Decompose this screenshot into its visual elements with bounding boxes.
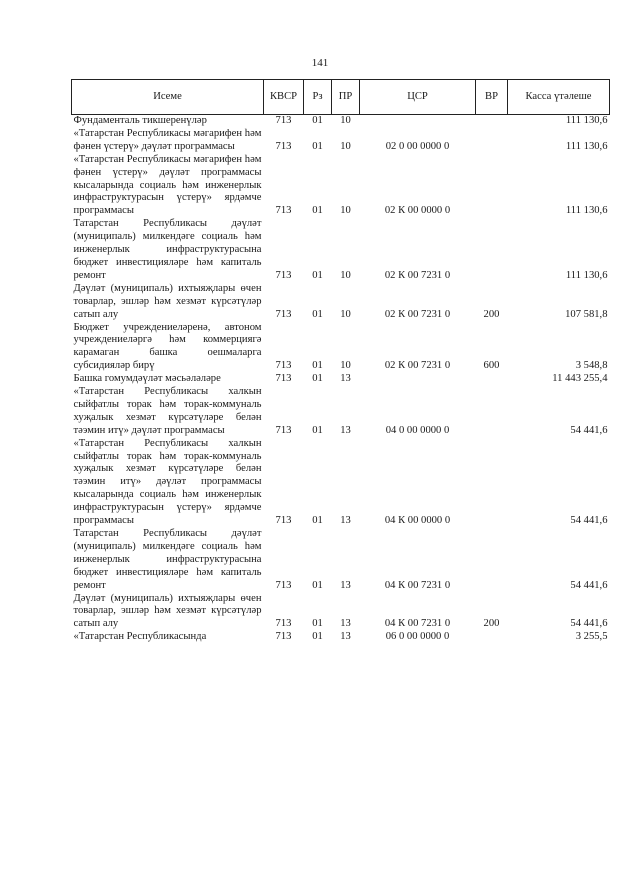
header-kvsr: КВСР bbox=[264, 80, 304, 115]
cell-kassa: 111 130,6 bbox=[565, 115, 608, 126]
cell-rz: 01 bbox=[312, 360, 323, 372]
table-row bbox=[72, 283, 610, 322]
cell-csr: 02 0 00 0000 0 bbox=[385, 140, 450, 152]
table-row bbox=[72, 373, 610, 386]
cell-pr: 10 bbox=[340, 360, 351, 372]
cell-kvsr: 713 bbox=[275, 205, 292, 217]
cell-kassa: 111 130,6 bbox=[565, 205, 608, 217]
table-row bbox=[72, 154, 610, 219]
cell-vr bbox=[476, 373, 508, 386]
header-name: Исеме bbox=[72, 80, 264, 115]
cell-pr: 10 bbox=[340, 269, 351, 281]
cell-kvsr: 713 bbox=[275, 373, 292, 385]
cell-csr: 04 К 00 7231 0 bbox=[384, 579, 451, 591]
cell-kassa: 3 548,8 bbox=[575, 360, 608, 372]
cell-rz: 01 bbox=[312, 115, 323, 126]
cell-pr: 10 bbox=[340, 140, 351, 152]
cell-name: «Татарстан Республикасы халкын сыйфатлы торак һәм торак-коммуналь хуҗалык хезмәт күрсәтүләре белән тәэмин итү» дәүләт программасы bbox=[73, 386, 262, 436]
cell-pr: 13 bbox=[340, 373, 351, 385]
cell-name: Башка гомумдәүләт мәсьәләләре bbox=[73, 373, 221, 385]
cell-kvsr: 713 bbox=[275, 631, 292, 643]
table-row bbox=[72, 631, 610, 644]
cell-csr: 04 К 00 7231 0 bbox=[384, 618, 451, 630]
cell-pr: 10 bbox=[340, 205, 351, 217]
table-row bbox=[72, 438, 610, 528]
cell-kassa: 107 581,8 bbox=[565, 308, 608, 320]
cell-kvsr: 713 bbox=[275, 579, 292, 591]
cell-vr: 600 bbox=[483, 360, 500, 372]
cell-rz: 01 bbox=[312, 618, 323, 630]
cell-pr: 13 bbox=[340, 424, 351, 436]
header-kassa: Касса үтәлеше bbox=[508, 80, 610, 115]
cell-csr: 02 К 00 0000 0 bbox=[384, 205, 451, 217]
cell-kassa: 3 255,5 bbox=[575, 631, 608, 643]
cell-kvsr: 713 bbox=[275, 140, 292, 152]
cell-vr bbox=[476, 631, 508, 644]
cell-csr: 06 0 00 0000 0 bbox=[385, 631, 450, 643]
cell-pr: 13 bbox=[340, 618, 351, 630]
cell-name: «Татарстан Республикасы халкын сыйфатлы торак һәм торак-коммуналь хуҗалык хезмәт күрсәтүләре белән тәэмин итү» дәүләт программасы кысаларында социаль һәм инженерлык инфраструктурасын үстерү» ярдәмче программасы bbox=[73, 437, 262, 527]
cell-kassa: 54 441,6 bbox=[570, 424, 608, 436]
cell-kassa: 54 441,6 bbox=[570, 515, 608, 527]
cell-name: Татарстан Республикасы дәүләт (муниципаль) милкендәге социаль һәм инженерлык инфраструктурасына бюджет инвестицияләре һәм капиталь ремонт bbox=[73, 218, 262, 281]
header-vr: ВР bbox=[476, 80, 508, 115]
cell-vr bbox=[476, 218, 508, 283]
cell-name: Бюджет учреждениеләренә, автоном учреждениеләргә һәм коммерциягә карамаган башка оешмаларга субсидияләр бирү bbox=[73, 321, 262, 372]
cell-csr: 02 К 00 7231 0 bbox=[384, 308, 451, 320]
budget-table bbox=[71, 79, 610, 644]
cell-pr: 10 bbox=[340, 115, 351, 126]
cell-rz: 01 bbox=[312, 308, 323, 320]
cell-rz: 01 bbox=[312, 424, 323, 436]
cell-vr bbox=[476, 154, 508, 219]
cell-vr: 200 bbox=[483, 308, 500, 320]
header-pr: ПР bbox=[332, 80, 360, 115]
cell-name: Дәүләт (муниципаль) ихтыяҗлары өчен товарлар, эшләр һәм хезмәт күрсәтүләр сатып алу bbox=[73, 282, 262, 320]
header-csr: ЦСР bbox=[360, 80, 476, 115]
cell-csr bbox=[360, 373, 476, 386]
table-row bbox=[72, 528, 610, 593]
cell-csr bbox=[360, 115, 476, 128]
table-row bbox=[72, 218, 610, 283]
cell-kassa: 111 130,6 bbox=[565, 140, 608, 152]
table-row bbox=[72, 386, 610, 438]
page-number: 141 bbox=[311, 57, 329, 69]
cell-vr bbox=[476, 128, 508, 154]
table-row bbox=[72, 593, 610, 632]
header-rz: Рз bbox=[304, 80, 332, 115]
cell-kvsr: 713 bbox=[275, 360, 292, 372]
cell-csr: 02 К 00 7231 0 bbox=[384, 269, 451, 281]
cell-vr bbox=[476, 386, 508, 438]
cell-name: Татарстан Республикасы дәүләт (муниципаль) милкендәге социаль һәм инженерлык инфраструктурасына бюджет инвестицияләре һәм капиталь ремонт bbox=[73, 528, 262, 591]
table-row bbox=[72, 128, 610, 154]
cell-kvsr: 713 bbox=[275, 515, 292, 527]
cell-kassa: 54 441,6 bbox=[570, 579, 608, 591]
cell-vr bbox=[476, 115, 508, 128]
cell-csr: 02 К 00 7231 0 bbox=[384, 360, 451, 372]
cell-kassa: 11 443 255,4 bbox=[552, 373, 608, 385]
cell-rz: 01 bbox=[312, 515, 323, 527]
cell-name: «Татарстан Республикасы мәгарифен һәм фәнен үстерү» дәүләт программасы bbox=[73, 127, 262, 152]
cell-name: Фундаменталь тикшеренүләр bbox=[73, 115, 207, 126]
cell-kvsr: 713 bbox=[275, 618, 292, 630]
cell-kvsr: 713 bbox=[275, 424, 292, 436]
cell-name: «Татарстан Республикасы мәгарифен һәм фәнен үстерү» дәүләт программасы кысаларында социаль һәм инженерлык инфраструктурасын үстерү» ярдәмче программасы bbox=[73, 153, 262, 217]
cell-rz: 01 bbox=[312, 140, 323, 152]
cell-rz: 01 bbox=[312, 631, 323, 643]
cell-kvsr: 713 bbox=[275, 308, 292, 320]
table-header-row bbox=[72, 80, 610, 115]
cell-kvsr: 713 bbox=[275, 269, 292, 281]
cell-kvsr: 713 bbox=[275, 115, 292, 126]
cell-name: Дәүләт (муниципаль) ихтыяҗлары өчен товарлар, эшләр һәм хезмәт күрсәтүләр сатып алу bbox=[73, 592, 262, 630]
cell-vr: 200 bbox=[483, 618, 500, 630]
cell-vr bbox=[476, 438, 508, 528]
cell-name: «Татарстан Республикасында bbox=[73, 631, 207, 643]
cell-vr bbox=[476, 528, 508, 593]
cell-csr: 04 0 00 0000 0 bbox=[385, 424, 450, 436]
cell-pr: 10 bbox=[340, 308, 351, 320]
cell-rz: 01 bbox=[312, 269, 323, 281]
cell-rz: 01 bbox=[312, 373, 323, 385]
table-row bbox=[72, 115, 610, 128]
cell-rz: 01 bbox=[312, 579, 323, 591]
cell-csr: 04 К 00 0000 0 bbox=[384, 515, 451, 527]
cell-rz: 01 bbox=[312, 205, 323, 217]
cell-kassa: 54 441,6 bbox=[570, 618, 608, 630]
cell-pr: 13 bbox=[340, 631, 351, 643]
table-row bbox=[72, 322, 610, 374]
cell-pr: 13 bbox=[340, 515, 351, 527]
cell-kassa: 111 130,6 bbox=[565, 269, 608, 281]
cell-pr: 13 bbox=[340, 579, 351, 591]
